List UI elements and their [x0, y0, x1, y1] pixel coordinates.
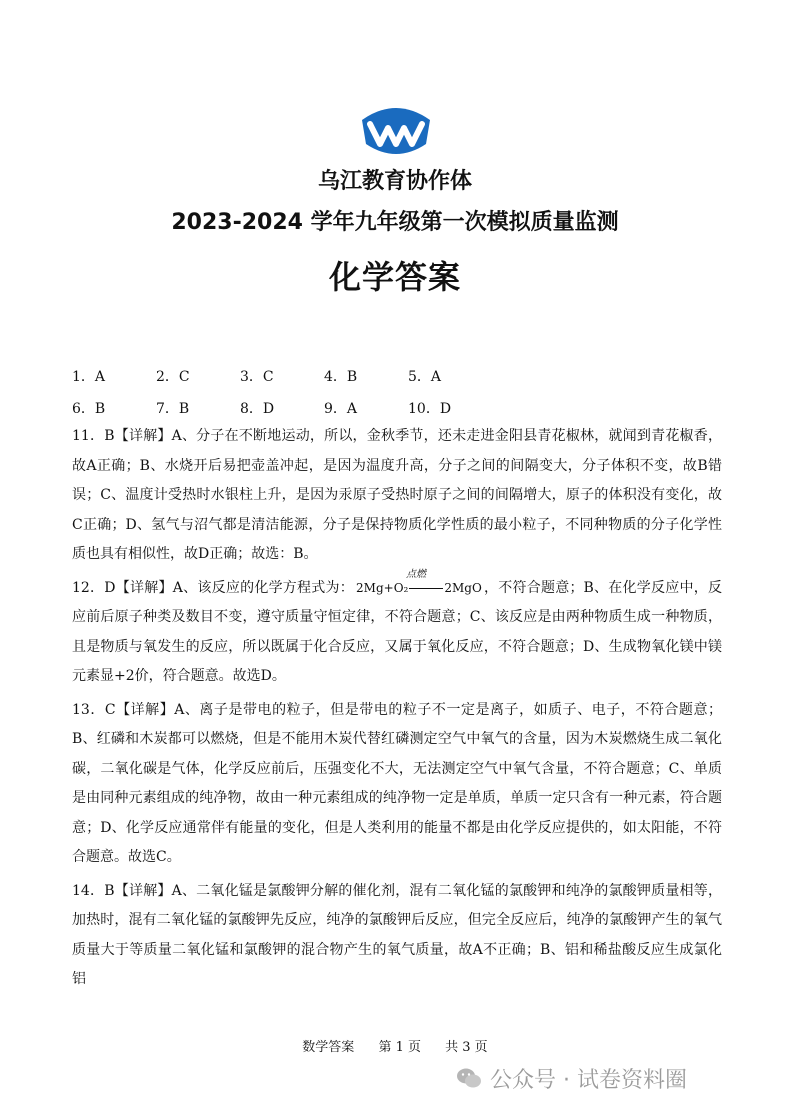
choice-answer: 4．B — [324, 369, 358, 385]
subject-title: 化学答案 — [328, 258, 461, 296]
answer-explanations — [72, 422, 722, 999]
choice-row-2 — [72, 392, 732, 424]
choice-answer: 7．B — [156, 401, 190, 417]
choice-answer: 2．C — [156, 369, 190, 385]
choice-answer: 6．B — [72, 401, 106, 417]
footer-page-number: 第 1 页 — [378, 1040, 421, 1055]
answer-13: 13．C【详解】A、离子是带电的粒子，但是带电的粒子不一定是离子，如质子、电子，不符合题意；B、红磷和木炭都可以燃烧，但是不能用木炭代替红磷测定空气中氧气的含量，因为木炭燃烧生成二氧化碳，二氧化碳是气体，化学反应前后，压强变化不大，无法测定空气中氧气含量，不符合题意；C、单质是由同种元素组成的纯净物，故由一种元素组成的纯净物一定是单质，单质一定只含有一种元素，符合题意；D、化学反应通常伴有能量的变化，但是人类利用的能量不都是由化学反应提供的，如太阳能，不符合题意。故选C。 — [72, 701, 722, 865]
equation-reactants: 2Mg+O₂ — [356, 580, 409, 595]
answer-12 — [72, 568, 722, 692]
equation-products: 2MgO — [444, 580, 482, 595]
equation-condition: 点燃 — [406, 568, 427, 580]
answer-11: 11．B【详解】A、分子在不断地运动，所以，金秋季节，还未走进金阳县青花椒林，就闻到青花椒香，故A正确；B、水烧开后易把壶盖冲起，是因为温度升高，分子之间的间隔变大，分子体积不变，故B错误；C、温度计受热时水银柱上升，是因为汞原子受热时原子之间的间隔增大，原子的体积没有变化，故C正确；D、氢气与沼气都是清洁能源，分子是保持物质化学性质的最小粒子，不同种物质的分子化学性质也具有相似性，故D正确；故选：B。 — [72, 428, 722, 562]
choice-answer: 8．D — [240, 401, 275, 417]
choice-answer: 3．C — [240, 369, 274, 385]
wechat-icon — [456, 1065, 482, 1091]
organization-title: 乌江教育协作体 — [317, 169, 472, 194]
chemical-equation — [356, 568, 482, 604]
choice-answer: 9．A — [324, 401, 358, 417]
choice-row-1 — [72, 360, 732, 392]
footer-subject: 数学答案 — [302, 1040, 355, 1055]
footer-total-pages: 共 3 页 — [445, 1040, 488, 1055]
watermark-text: 公众号 · 试卷资料圈 — [490, 1067, 687, 1093]
choice-answer: 1．A — [72, 369, 106, 385]
answer-12-suffix: ，不符合题意；B、在化学反应中，反应前后原子种类及数目不变，遵守质量守恒定律，不符合题意；C、该反应是由两种物质生成一种物质，且是物质与氧发生的反应，所以既属于化合反应，又属于氧化反应，不符合题意；D、生成物氧化镁中镁元素显+2价，符合题意。故选D。 — [72, 579, 722, 684]
organization-logo-icon — [356, 100, 436, 158]
choice-answer: 10．D — [408, 401, 452, 417]
answer-12-prefix: 12．D【详解】A、该反应的化学方程式为： — [72, 579, 355, 596]
choice-answer: 5．A — [408, 369, 442, 385]
answer-14: 14．B【详解】A、二氧化锰是氯酸钾分解的催化剂，混有二氧化锰的氯酸钾和纯净的氯酸钾质量相等，加热时，混有二氧化锰的氯酸钾先反应，纯净的氯酸钾后反应，但完全反应后，纯净的氯酸钾产生的氧气质量大于等质量二氧化锰和氯酸钾的混合物产生的氧气质量，故A不正确；B、铝和稀盐酸反应生成氯化铝 — [72, 882, 722, 987]
choice-answers — [72, 360, 732, 424]
watermark — [456, 1060, 776, 1096]
exam-title: 2023-2024 学年九年级第一次模拟质量监测 — [171, 210, 619, 235]
page-footer — [0, 1036, 790, 1055]
